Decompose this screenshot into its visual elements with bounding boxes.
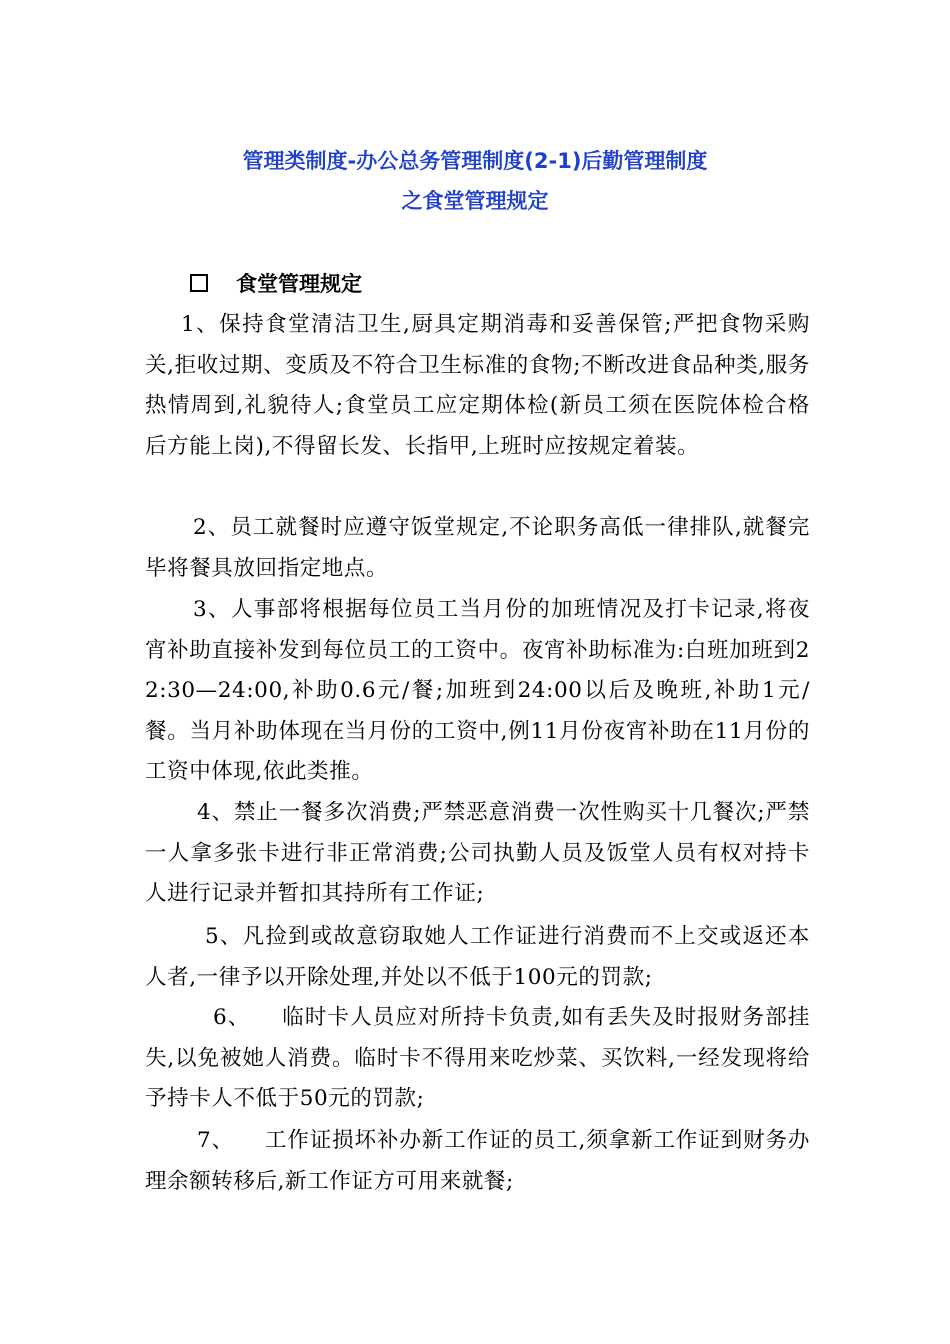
paragraph-text: 3、人事部将根据每位员工当月份的加班情况及打卡记录,将夜宵补助直接补发到每位员工的工资中。夜宵补助标准为:白班加班到22:30—24:00,补助0.6元/餐;加班到24:00以后及晚班,补助1元/餐。当月补助体现在当月份的工资中,例11月份夜宵补助在11月份的工资中体现,依此类推。 — [145, 597, 810, 785]
document-title-line-1: 管理类制度-办公总务管理制度(2-1)后勤管理制度 — [242, 149, 708, 173]
section-heading — [190, 265, 362, 301]
paragraph-7 — [145, 1121, 810, 1202]
paragraph-text: 1、保持食堂清洁卫生,厨具定期消毒和妥善保管;严把食物采购关,拒收过期、变质及不符合卫生标准的食物;不断改进食品种类,服务热情周到,礼貌待人;食堂员工应定期体检(新员工须在医院体检合格后方能上岗),不得留长发、长指甲,上班时应按规定着装。 — [145, 312, 810, 459]
section-heading-label: 食堂管理规定 — [236, 272, 362, 296]
paragraph-text: 6、 临时卡人员应对所持卡负责,如有丢失及时报财务部挂失,以免被她人消费。临时卡不得用来吃炒菜、买饮料,一经发现将给予持卡人不低于50元的罚款; — [145, 1005, 810, 1112]
paragraph-text: 4、禁止一餐多次消费;严禁恶意消费一次性购买十几餐次;严禁一人拿多张卡进行非正常消费;公司执勤人员及饭堂人员有权对持卡人进行记录并暂扣其持所有工作证; — [145, 800, 810, 907]
paragraph-text: 7、 工作证损坏补办新工作证的员工,须拿新工作证到财务办理余额转移后,新工作证方可用来就餐; — [145, 1128, 810, 1194]
paragraph-1 — [145, 305, 810, 467]
paragraph-4 — [145, 793, 810, 915]
paragraph-3 — [145, 590, 810, 793]
paragraph-text: 5、凡捡到或故意窃取她人工作证进行消费而不上交或返还本人者,一律予以开除处理,并处以不低于100元的罚款; — [145, 924, 810, 990]
paragraph-2 — [145, 508, 810, 589]
document-title-line-2: 之食堂管理规定 — [401, 189, 549, 213]
paragraph-text: 2、员工就餐时应遵守饭堂规定,不论职务高低一律排队,就餐完毕将餐具放回指定地点。 — [145, 515, 810, 581]
empty-checkbox-icon — [190, 274, 208, 292]
paragraph-6 — [145, 998, 810, 1120]
paragraph-5 — [145, 917, 810, 998]
